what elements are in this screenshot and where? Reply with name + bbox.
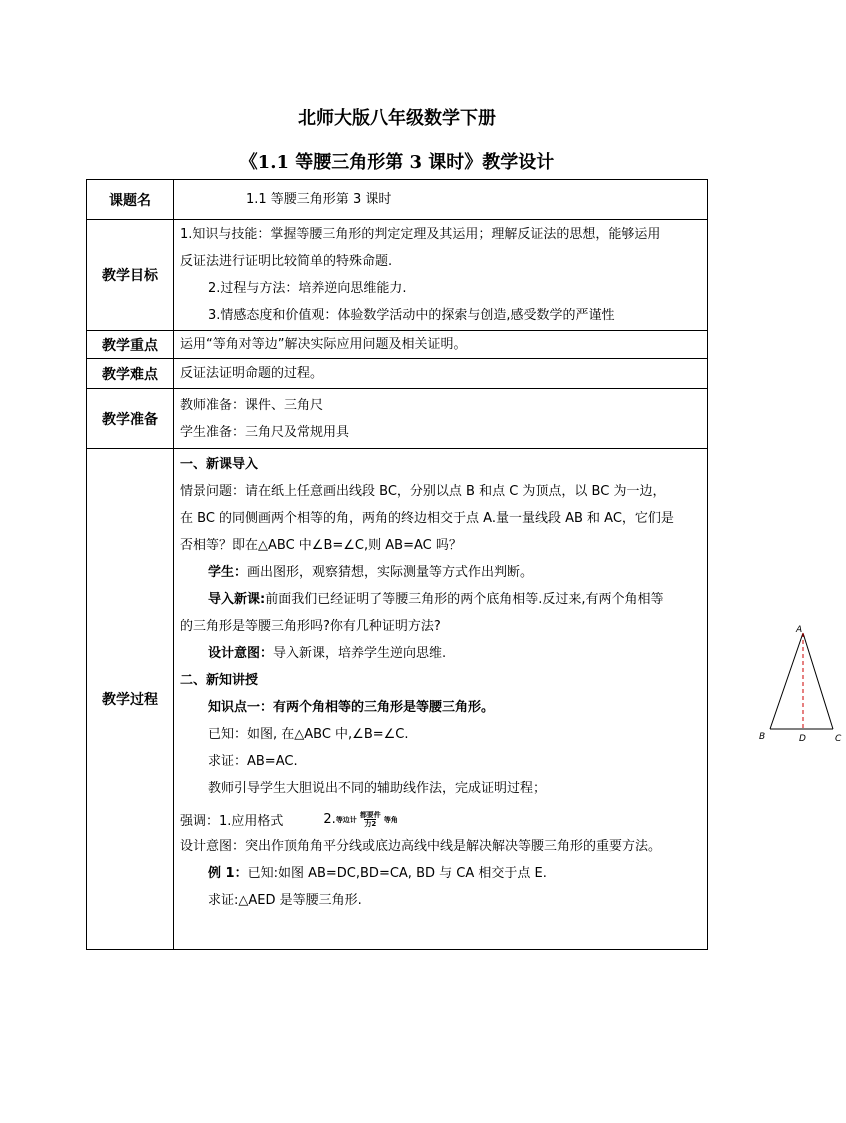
design2-line: 设计意图：突出作顶角角平分线或底边高线中线是解决解决等腰三角形的重要方法。 [180, 839, 662, 854]
key-point-label: 教学重点 [87, 331, 174, 359]
emphasis-num: 2. [323, 812, 336, 827]
key-point-cell [174, 331, 708, 359]
intro-text: 前面我们已经证明了等腰三角形的两个底角相等.反过来,有两个角相等 [265, 592, 664, 607]
prep-line: 教师准备：课件、三角尺 [180, 397, 324, 413]
label-a: A [796, 625, 803, 635]
emphasis-a: 等边计 [335, 815, 357, 824]
emphasis-frac-bottom: 力2 [364, 820, 377, 828]
difficulty-label: 教学难点 [87, 359, 174, 389]
goal-line: 3.情感态度和价值观：体验数学活动中的探索与创造,感受数学的严谨性 [208, 308, 615, 323]
known-line: 已知：如图, 在△ABC 中,∠B=∠C. [208, 727, 409, 742]
goals-cell [174, 220, 708, 331]
knowledge-point: 知识点一：有两个角相等的三角形是等腰三角形。 [208, 700, 495, 715]
preparation-cell [174, 389, 708, 449]
goal-line: 2.过程与方法：培养逆向思维能力. [208, 281, 407, 296]
emphasis-label: 强调：1.应用格式 [180, 814, 284, 829]
example-prove-line: 求证:△AED 是等腰三角形. [208, 893, 362, 908]
student-label: 学生： [208, 565, 248, 580]
goal-line: 1.知识与技能：掌握等腰三角形的判定定理及其运用；理解反证法的思想，能够运用 [180, 227, 661, 242]
design-line [174, 640, 707, 667]
emphasis-b: 等角 [383, 815, 398, 824]
topic-label: 课题名 [87, 180, 174, 220]
difficulty-cell [174, 359, 708, 389]
row-goals [87, 220, 708, 331]
preparation-label: 教学准备 [87, 389, 174, 449]
topic-value-cell [174, 180, 708, 220]
example-text: 已知:如图 AB=DC,BD=CA, BD 与 CA 相交于点 E. [247, 866, 547, 881]
scene-line: 在 BC 的同侧画两个相等的角，两角的终边相交于点 A.量一量线段 AB 和 AC，它们是 [180, 511, 674, 526]
isosceles-triangle-figure [756, 623, 846, 743]
row-process [87, 449, 708, 950]
lesson-plan-table [86, 179, 842, 950]
prep-line: 学生准备：三角尺及常规用具 [180, 424, 350, 440]
design-text: 导入新课，培养学生逆向思维. [273, 646, 447, 661]
guide-line: 教师引导学生大胆说出不同的辅助线作法，完成证明过程； [208, 781, 547, 796]
intro-label: 导入新课: [208, 592, 266, 607]
process-label: 教学过程 [87, 449, 174, 950]
goals-label: 教学目标 [87, 220, 174, 331]
row-preparation [87, 389, 708, 449]
intro-line-2: 的三角形是等腰三角形吗?你有几种证明方法? [180, 619, 441, 634]
example-line [174, 860, 707, 887]
document-title: 北师大版八年级数学下册 [298, 108, 496, 129]
scene-line: 否相等？即在△ABC 中∠B=∠C,则 AB=AC 吗？ [180, 538, 462, 553]
row-key-point [87, 331, 708, 359]
section-heading: 二、新知讲授 [180, 673, 259, 688]
topic-value: 1.1 等腰三角形第 3 课时 [246, 192, 392, 207]
example-label: 例 1： [208, 866, 248, 881]
emphasis-line [174, 806, 707, 833]
goal-line: 反证法进行证明比较简单的特殊命题. [180, 254, 393, 269]
side-ab [770, 633, 803, 729]
key-point-value: 运用“等角对等边”解决实际应用问题及相关证明。 [180, 337, 467, 352]
row-difficulty [87, 359, 708, 389]
process-cell [174, 449, 842, 950]
label-b: B [759, 732, 766, 742]
prove-line: 求证：AB=AC. [208, 754, 298, 769]
section-heading: 一、新课导入 [180, 457, 259, 472]
design-label: 设计意图： [208, 646, 274, 661]
difficulty-value: 反证法证明命题的过程。 [180, 366, 324, 381]
scene-line: 情景问题：请在纸上任意画出线段 BC，分别以点 B 和点 C 为顶点，以 BC 为一边， [180, 484, 666, 499]
document-subtitle: 《1.1 等腰三角形第 3 课时》教学设计 [239, 152, 555, 173]
label-c: C [835, 734, 842, 744]
side-ac [803, 633, 833, 729]
emphasis-frac-top: 都要件 [359, 811, 381, 819]
student-text: 画出图形，观察猜想，实际测量等方式作出判断。 [247, 565, 534, 580]
label-d: D [799, 734, 806, 744]
intro-line [174, 586, 707, 613]
row-topic [87, 180, 708, 220]
student-line [174, 559, 707, 586]
emphasis-fraction [360, 811, 381, 828]
